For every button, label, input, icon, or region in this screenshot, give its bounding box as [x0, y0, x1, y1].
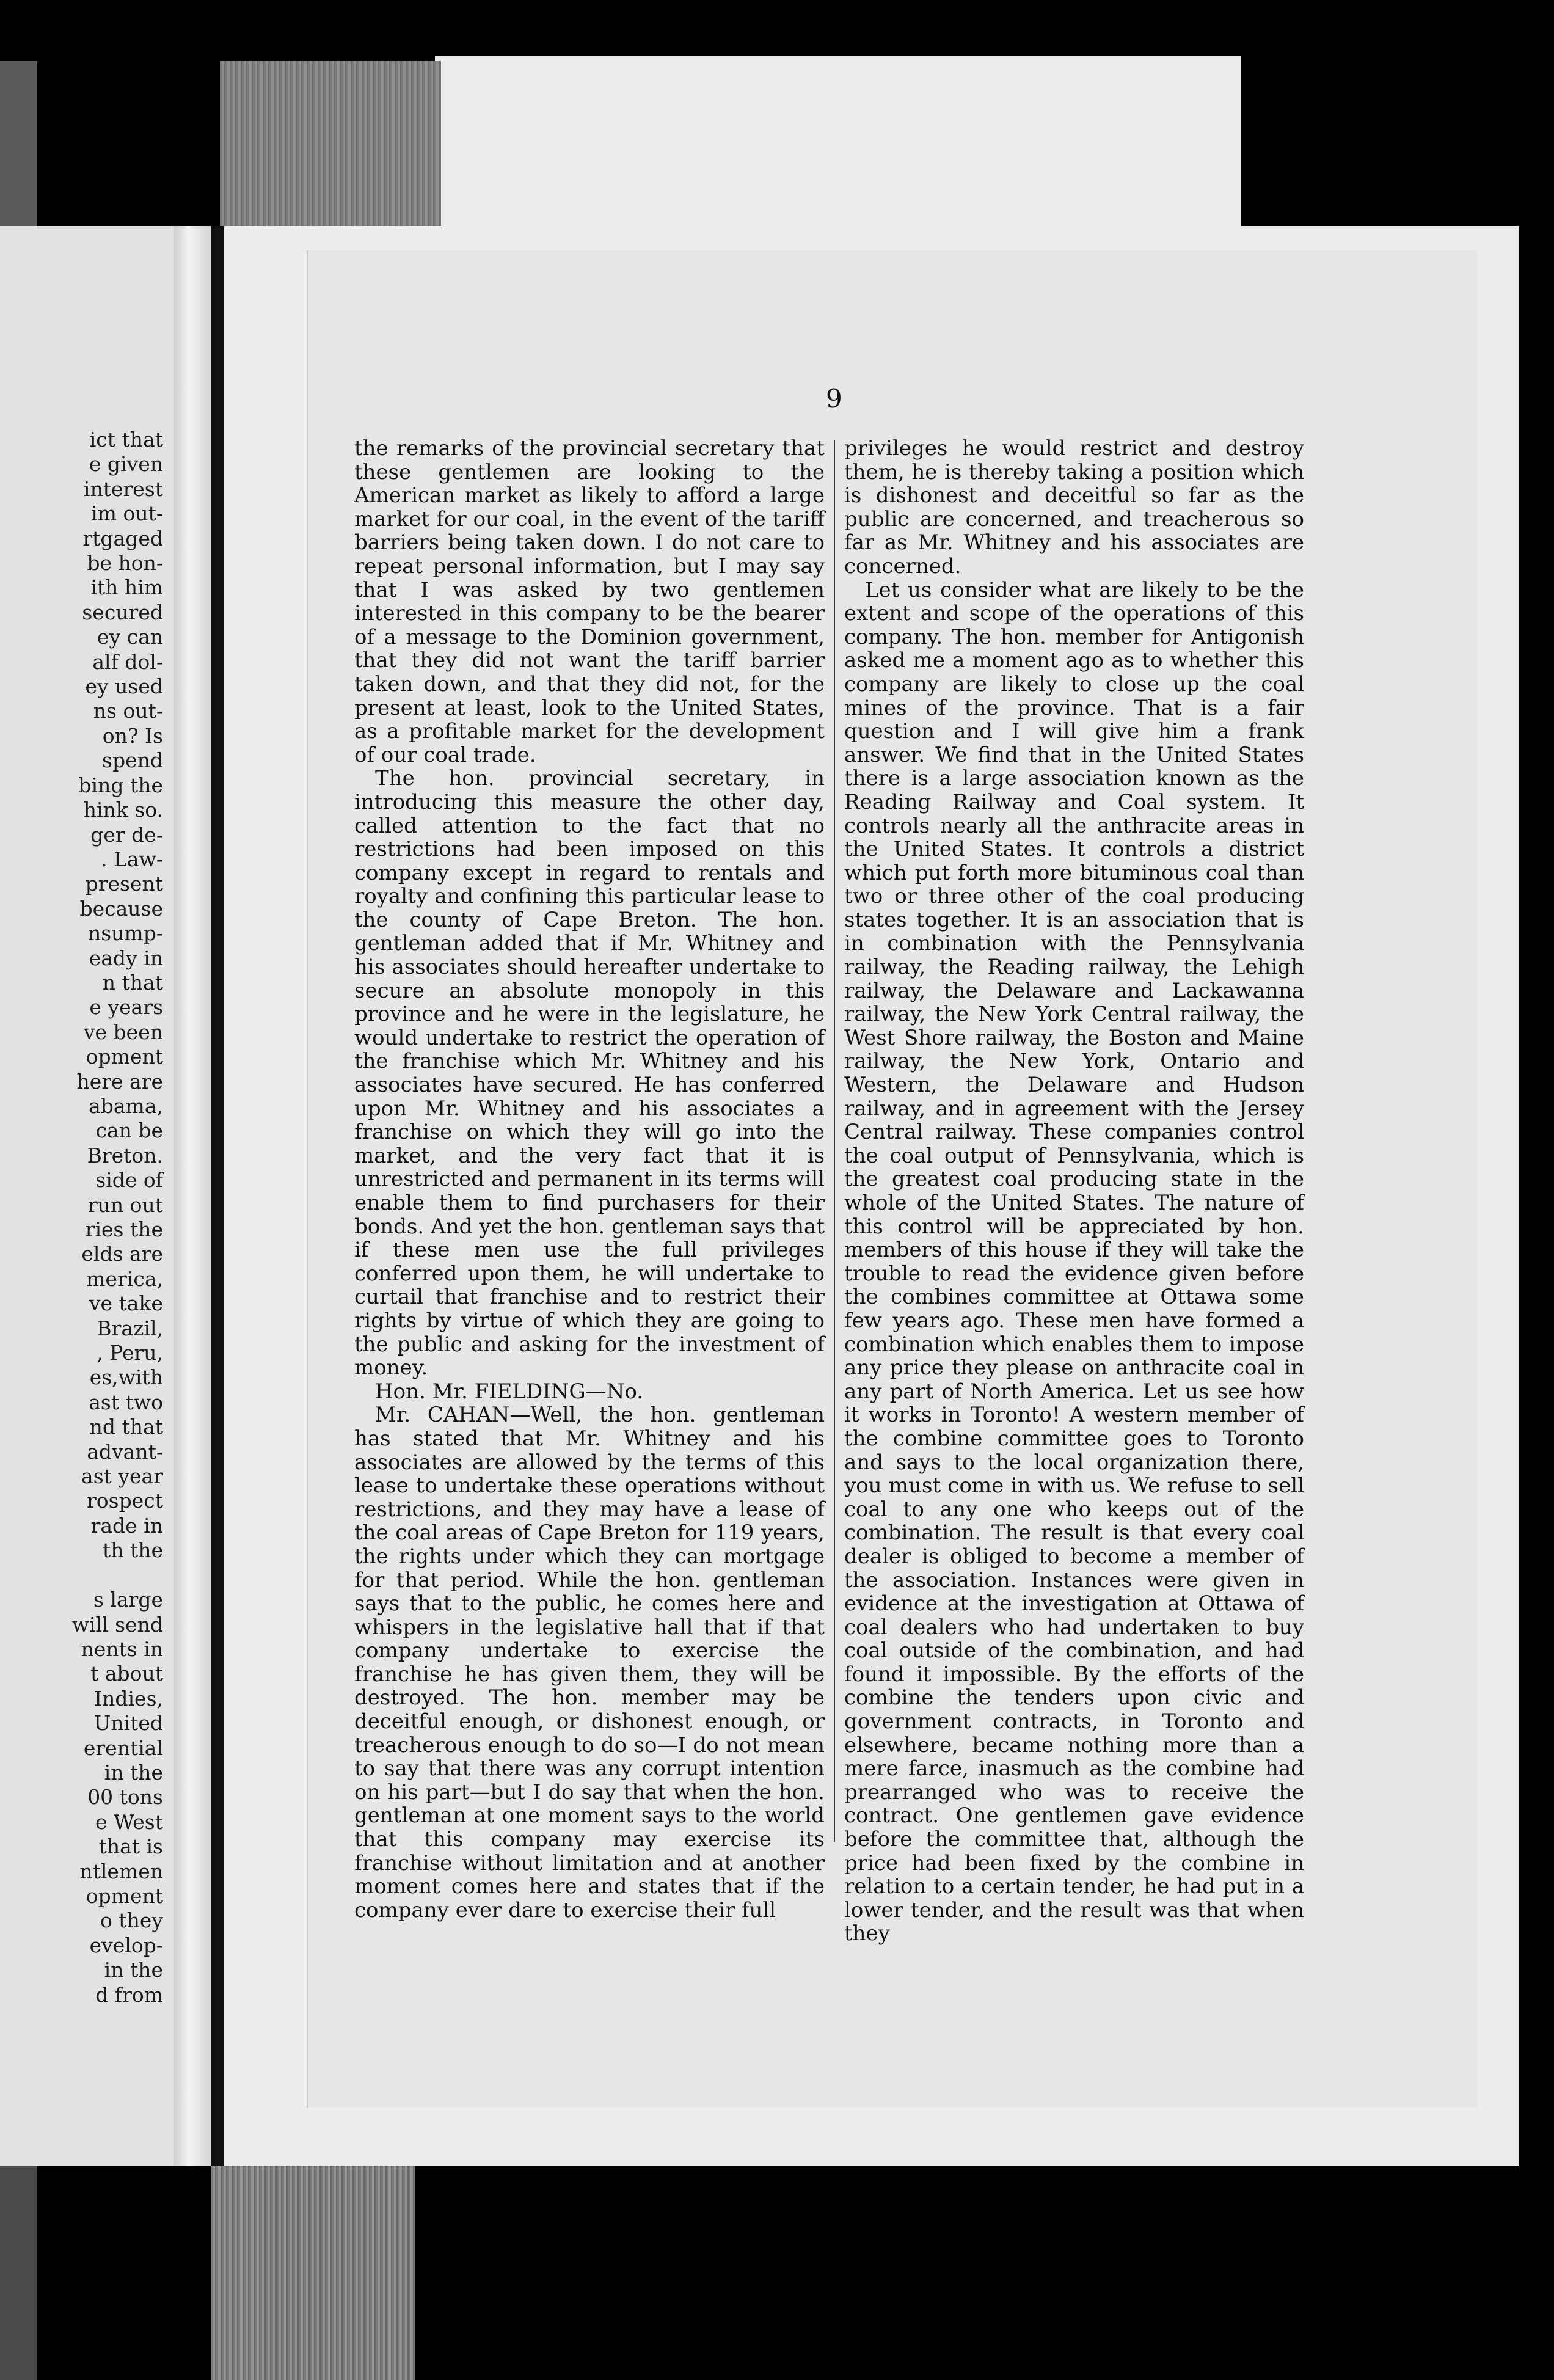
left-page-line: present — [85, 872, 163, 896]
left-page-line: will send — [71, 1612, 163, 1637]
left-page-line: Breton. — [87, 1143, 163, 1167]
left-page-line: because — [79, 896, 163, 921]
left-page-line: ict that — [89, 428, 163, 451]
binding-edge-top-left — [0, 61, 37, 226]
left-page-line: ve been — [83, 1020, 163, 1044]
binding-edge-bottom-left — [0, 2166, 37, 2380]
left-page-line: nsump- — [87, 921, 163, 946]
left-page-line: bing the — [78, 773, 163, 797]
left-page-line: ey can — [97, 625, 163, 649]
left-page-text — [72, 428, 163, 2007]
binding-cloth-top — [220, 61, 441, 226]
left-page-line: elds are — [81, 1242, 163, 1266]
left-page-line: ast two — [89, 1390, 163, 1414]
left-page-line: interest — [83, 476, 163, 501]
left-page-line: n that — [102, 970, 163, 995]
left-page-line: ntlemen — [79, 1859, 163, 1883]
left-page-line: t about — [90, 1662, 163, 1686]
left-page-line: alf dol- — [92, 649, 163, 674]
paragraph: privileges he would restrict and destroy them, he is thereby taking a position which is dishonest and deceitful so far as the public are concerned, and treacherous so far as Mr. Whitney and his associates are concerned. — [844, 436, 1304, 579]
left-page-line: ries the — [85, 1217, 163, 1241]
binding-cloth-bottom — [211, 2166, 415, 2380]
left-page-binding — [174, 226, 211, 2166]
left-page-line: o they — [100, 1908, 163, 1933]
left-page-line: that is — [98, 1834, 163, 1859]
left-page-line: im out- — [91, 502, 163, 526]
paragraph: Mr. CAHAN—Well, the hon. gentleman has stated that Mr. Whitney and his associates are allowed by the terms of this lease to undertake these operations without restrictions, and they may have a lease of the coal areas of Cape Breton for 119 years, the rights under which they can mortgage for that period. While the hon. gentleman says that to the public, he comes here and whispers in the legislative hall that if that company undertake to exercise the franchise he has given them, they will be destroyed. The hon. member may be deceitful enough, or dishonest enough, or treacherous enough to do so—I do not mean to say that there was any corrupt intention on his part—but I do say that when the hon. gentleman at one moment says to the world that this company may exercise its franchise without limitation and at another moment comes here and states that if the company ever dare to exercise their full — [354, 1403, 825, 1922]
left-page-line: . Law- — [101, 847, 163, 871]
paragraph: the remarks of the provincial secretary that these gentlemen are looking to the American market as likely to afford a large market for our coal, in the event of the tariff barriers being taken down. I do not care to repeat personal information, but I may say that I was asked by two gentlemen interested in this company to be the bearer of a message to the Dominion government, that they did not want the tariff barrier taken down, and that they did not, for the present at least, look to the United States, as a profitable market for the development of our coal trade. — [354, 436, 825, 767]
column-rule — [834, 440, 835, 1842]
left-page-line: s large — [93, 1588, 163, 1612]
left-page-line: evelop- — [89, 1933, 163, 1957]
left-page-line: United — [93, 1711, 163, 1736]
left-page-line: Brazil, — [97, 1316, 163, 1340]
left-page-line: d from — [95, 1982, 163, 2007]
left-page-line: es,with — [89, 1365, 163, 1390]
text-column-right — [844, 437, 1304, 1946]
left-page-line: e years — [89, 995, 163, 1020]
left-page-line: secured — [82, 600, 163, 624]
left-page-line: rade in — [90, 1513, 163, 1538]
left-page-line: ith him — [90, 575, 163, 600]
page-number: 9 — [826, 384, 842, 414]
left-page-line: ast year — [81, 1464, 163, 1489]
left-page-line — [72, 1563, 163, 1588]
left-page-line: nents in — [81, 1637, 163, 1661]
paragraph: Hon. Mr. FIELDING—No. — [375, 1379, 644, 1404]
left-page-line: ns out- — [93, 699, 163, 723]
left-page-line: e given — [89, 452, 163, 476]
left-page-line: ey used — [85, 674, 163, 699]
left-page-line: can be — [95, 1119, 163, 1143]
left-page-line: on? Is — [102, 723, 163, 748]
left-page-line: here are — [76, 1069, 163, 1093]
left-page-line: spend — [102, 748, 163, 773]
left-page-line: merica, — [86, 1266, 163, 1291]
left-page-line: advant- — [87, 1439, 163, 1464]
left-page-line: opment — [86, 1045, 163, 1069]
left-page-line: in the — [104, 1760, 163, 1784]
left-page-line: ve take — [89, 1291, 163, 1316]
left-page-line: run out — [87, 1192, 163, 1217]
left-page-line: Indies, — [94, 1686, 163, 1710]
page-gutter — [211, 226, 224, 2166]
left-page-line: abama, — [89, 1093, 163, 1118]
left-page-line: side of — [95, 1168, 163, 1192]
text-column-left — [354, 437, 825, 1922]
paragraph: Let us consider what are likely to be the extent and scope of the operations of this company. The hon. member for Antigonish asked me a moment ago as to whether this company are likely to close up the coal mines of the province. That is a fair question and I will give him a frank answer. We find that in the United States there is a large association known as the Reading Railway and Coal system. It controls nearly all the anthracite areas in the United States. It controls a district which put forth more bituminous coal than two or three other of the coal producing states together. It is an association that is in combination with the Pennsylvania railway, the Reading railway, the Lehigh railway, the Delaware and Lackawanna railway, the New York Central railway, the West Shore railway, the Boston and Maine railway, the New York, Ontario and Western, the Delaware and Hudson railway, and in agreement with the Jersey Central railway. These companies control the coal output of Pennsylvania, which is the greatest coal producing state in the whole of the United States. The nature of this control will be appreciated by hon. members of this house if they will take the trouble to read the evidence given before the combines committee at Ottawa some few years ago. These men have formed a combination which enables them to impose any price they please on anthracite coal in any part of North America. Let us see how it works in Toronto! A western member of the combine committee goes to Toronto and says to the local organization there, you must come in with us. We refuse to sell coal to any one who keeps out of the combination. The result is that every coal dealer is obliged to become a member of the association. Instances were given in evidence at the investigation at Ottawa of coal dealers who had undertaken to buy coal outside of the combination, and had found it impossible. By the efforts of the combine the tenders upon civic and government contracts, in Toronto and elsewhere, became nothing more than a mere farce, inasmuch as the combine had prearranged who was to receive the contract. One gentlemen gave evidence before the committee that, although the price had been fixed by the combine in relation to a certain tender, he had put in a lower tender, and the result was that when they — [844, 577, 1304, 1946]
left-page-fragment — [0, 226, 211, 2166]
left-page-line: ger de- — [90, 822, 163, 847]
left-page-line: nd that — [89, 1415, 163, 1439]
left-page-line: be hon- — [87, 551, 163, 575]
left-page-line: rtgaged — [82, 526, 163, 550]
left-page-line: 00 tons — [87, 1785, 163, 1809]
left-page-line: th the — [102, 1538, 163, 1563]
left-page-line: e West — [95, 1809, 163, 1834]
left-page-line: rospect — [87, 1489, 163, 1513]
left-page-line: erential — [83, 1736, 163, 1760]
left-page-line: hink so. — [83, 798, 163, 822]
left-page-line: eady in — [89, 946, 163, 970]
left-page-line: opment — [86, 1883, 163, 1908]
left-page-line: in the — [104, 1958, 163, 1982]
paragraph: The hon. provincial secretary, in introducing this measure the other day, called attention to the fact that no restrictions had been imposed on this company except in regard to rentals and royalty and confining this particular lease to the county of Cape Breton. The hon. gentleman added that if Mr. Whitney and his associates should hereafter undertake to secure an absolute monopoly in this province and he were in the legislature, he would undertake to restrict the operation of the franchise which Mr. Whitney and his associates have secured. He has conferred upon Mr. Whitney and his associates a franchise on which they will go into the market, and the very fact that it is unrestricted and permanent in its terms will enable them to find purchasers for their bonds. And yet the hon. gentleman says that if these men use the full privileges conferred upon them, he will undertake to curtail that franchise and to restrict their rights by virtue of which they are going to the public and asking for the investment of money. — [354, 766, 825, 1381]
left-page-line: , Peru, — [97, 1341, 163, 1365]
